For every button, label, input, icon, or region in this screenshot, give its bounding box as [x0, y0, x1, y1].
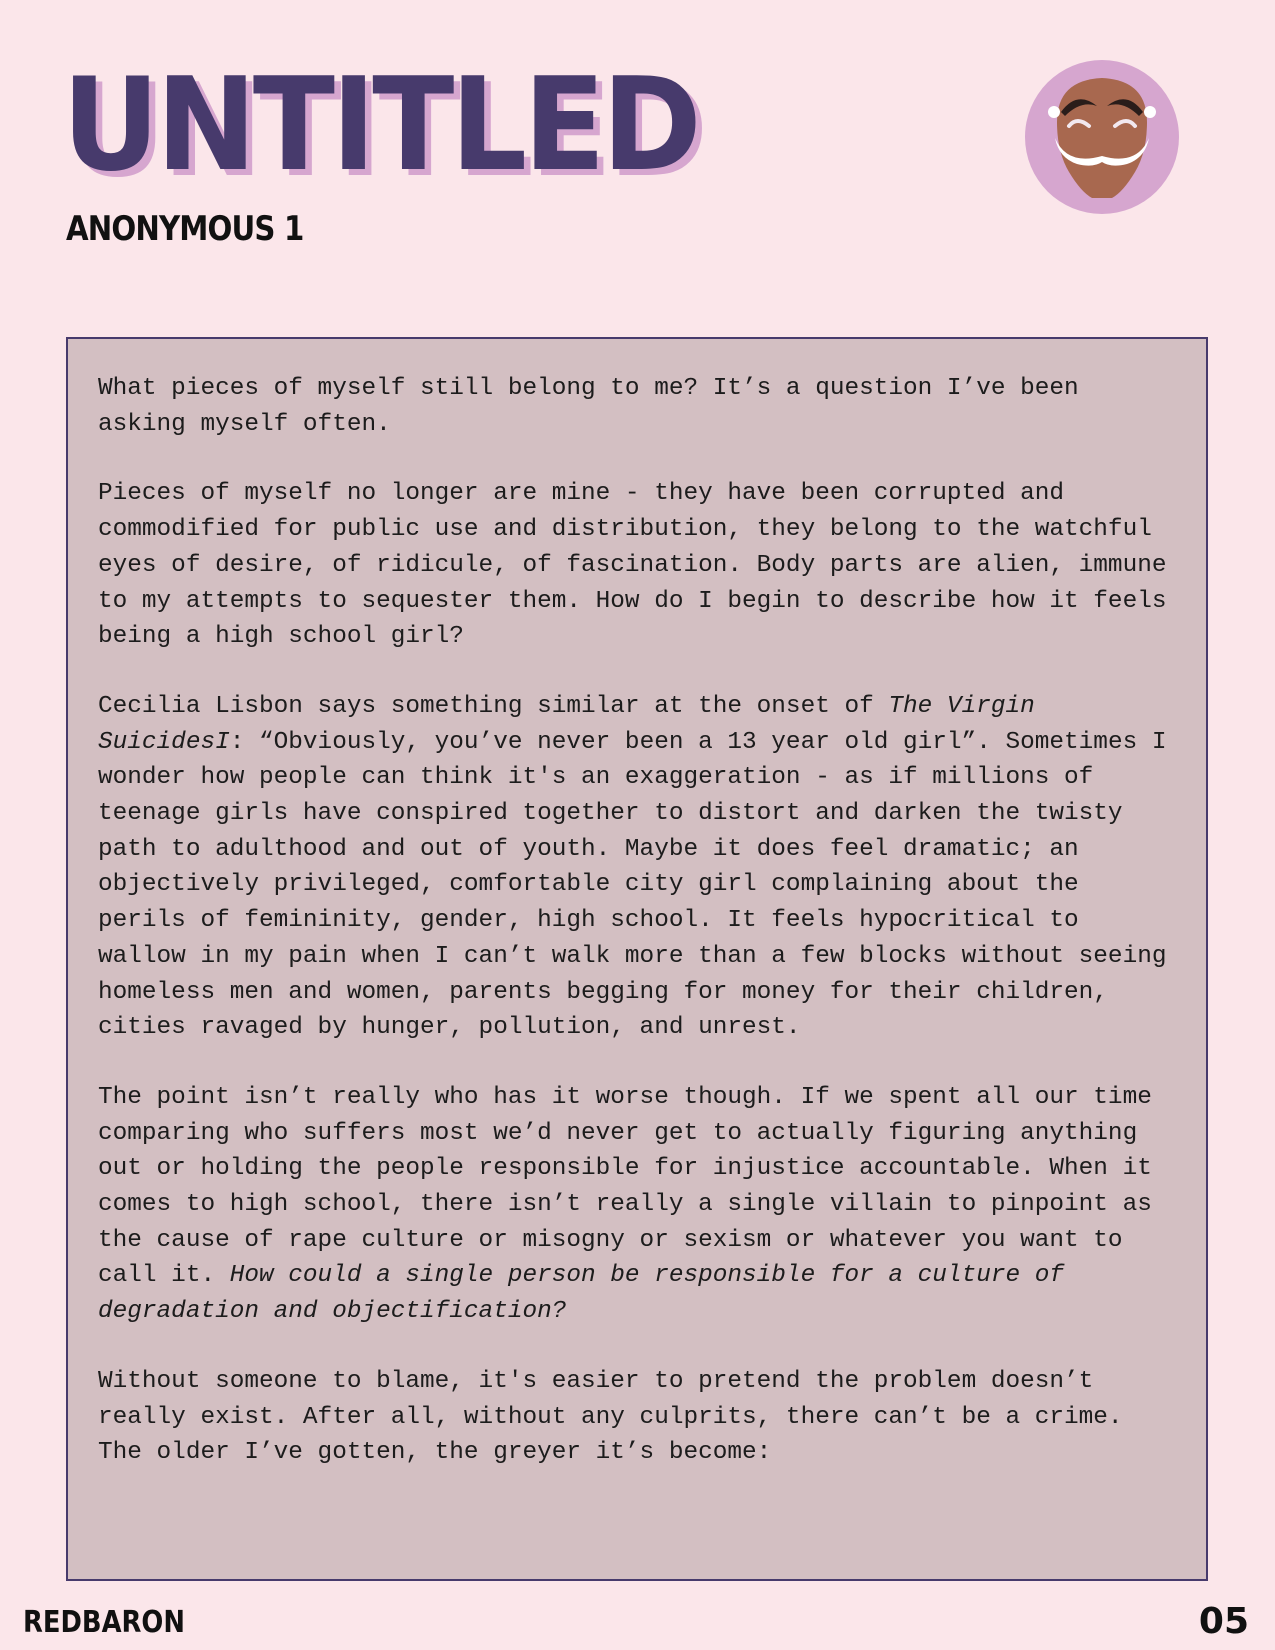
page-number: 05 [1198, 1601, 1249, 1642]
paragraph-3-text-b: : “Obviously, you’ve never been a 13 year old girl”. Sometimes I wonder how people can think it's an exaggeration - as if millions of teenage girls have conspired together to distort and darken the twisty path to adulthood and out of youth. Maybe it does feel dramatic; an objectively privileged, comfortable city girl complaining about the perils of femininity, gender, high school. It feels hypocritical to wallow in my pain when I can’t walk more than a few blocks without seeing homeless men and women, parents begging for money for their children, cities ravaged by hunger, pollution, and unrest. [98, 728, 1182, 1042]
book-title: The Virgin SuicidesI [98, 692, 1050, 756]
paragraph-1: What pieces of myself still belong to me? It’s a question I’ve been asking myself often. [98, 375, 1094, 438]
publication-name: REDBARON [23, 1605, 185, 1640]
essay-box [66, 337, 1208, 1581]
paragraph-3 [98, 689, 1182, 1046]
paragraph-4 [98, 1080, 1176, 1330]
page-title: UNTITLED [62, 51, 698, 200]
paragraph-4-text: The point isn’t really who has it worse though. If we spent all our time comparing who suffers most we’d never get to actually figuring anything out or holding the people responsible for injustice accountable. When it comes to high school, there isn’t really a single villain to pinpoint as the cause of rape culture or misogny or sexism or whatever you want to call it. [98, 1083, 1167, 1290]
paragraph-5: Without someone to blame, it's easier to pretend the problem doesn’t really exist. After all, without any culprits, there can’t be a crime. The older I’ve gotten, the greyer it’s become: [98, 1367, 1138, 1467]
mask-icon [1025, 60, 1179, 214]
paragraph-3-text-a: Cecilia Lisbon says something similar at the onset of [98, 692, 889, 720]
author-name: ANONYMOUS 1 [66, 209, 304, 249]
paragraph-4-italic: How could a single person be responsible for a culture of degradation and objectification? [98, 1262, 1079, 1326]
paragraph-2: Pieces of myself no longer are mine - they have been corrupted and commodified for public use and distribution, they belong to the watchful eyes of desire, of ridicule, of fascination. Body parts are alien, immune to my attempts to sequester them. How do I begin to describe how it feels being a high school girl? [98, 480, 1182, 651]
